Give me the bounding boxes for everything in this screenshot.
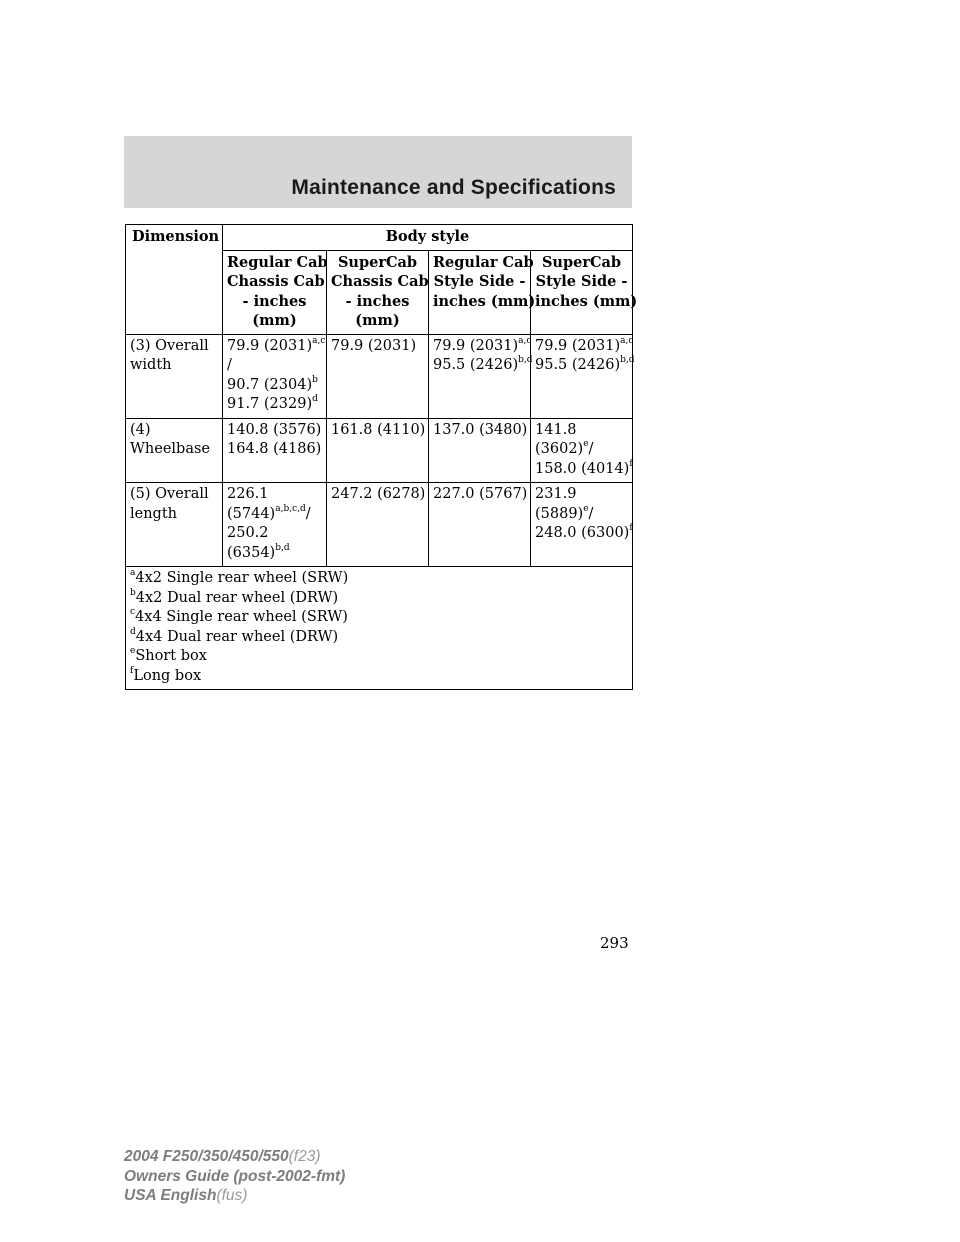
cell-suffix: / xyxy=(588,505,594,522)
footnote-ref: f xyxy=(629,458,633,469)
column-header-line: SuperCab xyxy=(541,253,622,271)
cell-line xyxy=(331,485,424,505)
footer-language-code: (fus) xyxy=(216,1187,248,1204)
column-header-line: inches (mm) xyxy=(535,292,638,310)
cell-line xyxy=(331,421,424,441)
cell-value: 248.0 (6300) xyxy=(535,525,630,541)
row-label-line: length xyxy=(130,505,178,522)
cell-line xyxy=(433,421,526,441)
footnote-mark: c xyxy=(130,607,136,618)
cell-value: 79.9 (2031) xyxy=(433,337,519,354)
cell-value: 95.5 (2426) xyxy=(535,357,621,373)
specifications-table xyxy=(125,224,638,690)
footnote-item xyxy=(130,569,628,589)
table-header-row xyxy=(126,225,633,251)
cell-value: (5889) xyxy=(535,505,584,522)
column-header-line: - inches xyxy=(242,292,307,310)
table-cell xyxy=(327,334,429,418)
cell-line xyxy=(433,355,533,376)
table-row xyxy=(126,483,633,567)
cell-value: 79.9 (2031) xyxy=(535,337,621,354)
footnote-item xyxy=(130,647,628,667)
footnote-ref: a,c xyxy=(620,335,634,346)
cell-line xyxy=(535,458,633,480)
footer-guide: Owners Guide (post-2002-fmt) xyxy=(124,1167,346,1185)
page-number: 293 xyxy=(600,934,629,952)
footnote-item xyxy=(130,628,628,648)
row-label xyxy=(126,483,223,567)
cell-line xyxy=(331,337,424,357)
column-header xyxy=(223,250,327,334)
cell-value: (6354) xyxy=(227,544,276,561)
row-label-line: (5) Overall xyxy=(130,486,209,502)
column-header-line: Chassis Cab xyxy=(331,273,429,290)
cell-value: 141.8 xyxy=(535,421,577,438)
cell-value: 79.9 (2031) xyxy=(331,337,417,354)
footnote-mark: e xyxy=(130,646,136,657)
column-header-line: (mm) xyxy=(252,312,297,329)
cell-line xyxy=(535,440,628,460)
cell-value: 140.8 (3576) xyxy=(227,421,322,438)
footnotes xyxy=(126,567,633,690)
footnote-ref: d xyxy=(312,394,318,405)
column-header-line: Style Side - xyxy=(535,273,628,290)
column-header-line: inches (mm) xyxy=(433,292,536,310)
footnote-ref: a,b,c,d xyxy=(275,503,306,514)
footnote-text: Short box xyxy=(135,648,207,664)
footnote-ref: a,c xyxy=(518,335,532,346)
row-label xyxy=(126,418,223,483)
cell-line xyxy=(227,421,322,441)
cell-value: 226.1 xyxy=(227,486,269,502)
table-cell xyxy=(223,334,327,418)
footnote-text: 4x4 Dual rear wheel (DRW) xyxy=(135,628,339,645)
footnote-mark: a xyxy=(130,568,136,579)
footnote-mark: d xyxy=(130,626,136,637)
footnote-mark: b xyxy=(130,587,136,598)
footnote-ref: b,d xyxy=(275,542,290,553)
footnote-ref: f xyxy=(629,523,633,534)
footer-model: 2004 F250/350/450/550 xyxy=(124,1148,289,1165)
cell-line xyxy=(535,485,628,505)
cell-value: 250.2 xyxy=(227,525,269,541)
footnote-ref: a,c xyxy=(312,335,326,346)
cell-value: 247.2 (6278) xyxy=(331,486,426,502)
cell-value: 231.9 xyxy=(535,486,577,502)
cell-line xyxy=(227,485,322,505)
table-cell xyxy=(531,483,633,567)
table-cell xyxy=(327,418,429,483)
cell-value: 164.8 (4186) xyxy=(227,441,322,457)
footer-model-code: (f23) xyxy=(288,1148,321,1165)
body-style-header: Body style xyxy=(223,225,633,251)
footnote-ref: e xyxy=(583,503,589,514)
footnote-text: 4x2 Dual rear wheel (DRW) xyxy=(135,589,339,606)
dimension-header: Dimension xyxy=(126,225,223,335)
cell-line xyxy=(535,355,635,376)
cell-line xyxy=(433,335,532,357)
cell-value: (5744) xyxy=(227,505,276,522)
row-label-line: width xyxy=(130,357,172,373)
cell-line xyxy=(227,505,322,525)
cell-value: 227.0 (5767) xyxy=(433,486,528,502)
column-header-line: Style Side - xyxy=(433,273,526,290)
cell-suffix: / xyxy=(305,505,311,522)
column-header-line: - inches xyxy=(345,292,410,310)
page-title: Maintenance and Specifications xyxy=(291,176,616,199)
table-cell xyxy=(327,483,429,567)
footnote-text: Long box xyxy=(133,667,202,684)
footnote-item xyxy=(130,667,628,687)
footer-language: USA English xyxy=(124,1187,217,1204)
cell-value: 79.9 (2031) xyxy=(227,337,313,354)
column-header-line: Regular Cab xyxy=(433,253,534,271)
cell-value: 158.0 (4014) xyxy=(535,460,630,477)
cell-line xyxy=(535,421,628,441)
table-cell xyxy=(429,418,531,483)
footnote-ref: b,d xyxy=(620,355,635,366)
cell-value: 161.8 (4110) xyxy=(331,421,426,438)
column-header xyxy=(429,250,536,334)
table-cell xyxy=(531,334,633,418)
footnote-ref: e xyxy=(583,439,589,450)
column-header xyxy=(327,250,429,334)
footer-line-1 xyxy=(124,1147,345,1167)
cell-line xyxy=(535,505,628,525)
footer-line-3 xyxy=(124,1186,345,1206)
footnote-mark: f xyxy=(130,665,134,676)
table-row xyxy=(126,418,633,483)
cell-line xyxy=(535,523,633,544)
cell-line xyxy=(227,395,322,415)
table-cell xyxy=(429,334,531,418)
footnote-item xyxy=(130,589,628,609)
footnote-text: 4x4 Single rear wheel (SRW) xyxy=(135,609,348,625)
footnote-text: 4x2 Single rear wheel (SRW) xyxy=(135,570,349,586)
cell-value: / xyxy=(227,357,232,373)
column-header-line: (mm) xyxy=(355,312,400,329)
column-header-line: SuperCab xyxy=(337,253,418,271)
column-header-line: Regular Cab xyxy=(227,253,328,271)
table-cell xyxy=(429,483,531,567)
cell-line xyxy=(433,485,526,505)
cell-line xyxy=(227,356,322,376)
footnote-row xyxy=(126,567,633,690)
cell-value: 91.7 (2329) xyxy=(227,396,313,412)
cell-value: 95.5 (2426) xyxy=(433,357,519,373)
cell-line xyxy=(227,524,322,544)
footnote-ref: b xyxy=(312,374,318,385)
row-label-line: Wheelbase xyxy=(130,441,210,457)
row-label-line: (4) xyxy=(130,421,151,438)
cell-value: 90.7 (2304) xyxy=(227,376,313,393)
cell-line xyxy=(227,376,322,396)
column-header-line: Chassis Cab xyxy=(227,273,325,290)
table-cell xyxy=(531,418,633,483)
table-row xyxy=(126,334,633,418)
cell-line xyxy=(227,335,326,357)
footnote-item xyxy=(130,608,628,628)
cell-line xyxy=(227,544,322,564)
row-label-line: (3) Overall xyxy=(130,337,209,354)
cell-line xyxy=(535,335,634,357)
footer-line-2 xyxy=(124,1167,345,1187)
table-cell xyxy=(223,483,327,567)
cell-suffix: / xyxy=(588,441,594,457)
table-cell xyxy=(223,418,327,483)
footnote-ref: b,d xyxy=(518,355,533,366)
column-header xyxy=(531,250,638,334)
row-label xyxy=(126,334,223,418)
document-footer xyxy=(124,1147,345,1206)
cell-value: 137.0 (3480) xyxy=(433,421,528,438)
cell-line xyxy=(227,440,322,460)
cell-value: (3602) xyxy=(535,441,584,457)
